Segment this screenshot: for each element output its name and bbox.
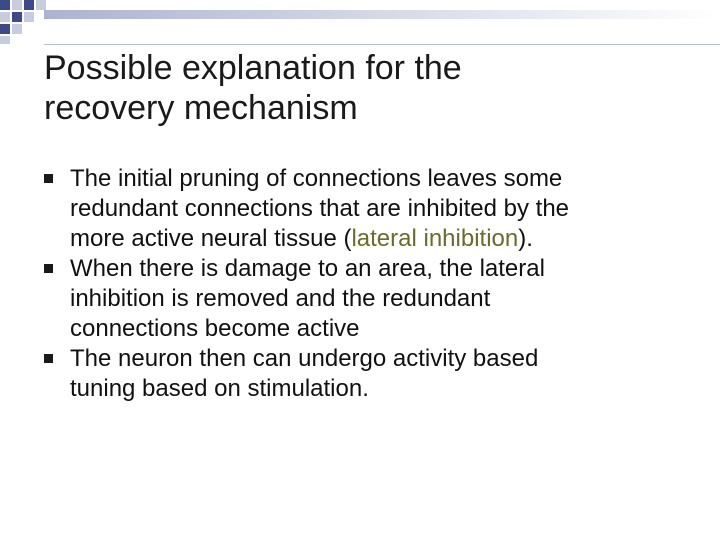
bullet-3-line-2: tuning based on stimulation. xyxy=(70,375,369,402)
bullet-item-tuning xyxy=(44,344,674,404)
square-bullet-icon xyxy=(44,264,53,273)
header-decoration xyxy=(0,0,720,44)
bullet-1-line-3-pre: more active neural tissue ( xyxy=(70,225,352,252)
square-bullet-icon xyxy=(44,354,53,363)
slide-title xyxy=(44,48,684,128)
bullet-2-line-1: When there is damage to an area, the lateral xyxy=(70,255,545,282)
bullet-list xyxy=(44,164,674,404)
slide-title-line-1: Possible explanation for the xyxy=(44,49,462,87)
bullet-item-damage xyxy=(44,254,674,344)
bullet-item-pruning xyxy=(44,164,674,254)
title-divider xyxy=(44,44,720,45)
lateral-inhibition-term: lateral inhibition xyxy=(351,225,519,252)
bullet-1-line-2: redundant connections that are inhibited by the xyxy=(70,195,570,222)
bullet-2-line-3: connections become active xyxy=(70,315,360,342)
bullet-3-line-1: The neuron then can undergo activity based xyxy=(70,345,539,372)
slide-title-line-2: recovery mechanism xyxy=(44,89,358,127)
bullet-1-line-3 xyxy=(70,224,674,254)
bullet-2-line-2: inhibition is removed and the redundant xyxy=(70,285,491,312)
square-bullet-icon xyxy=(44,174,53,183)
bullet-1-line-3-post: ). xyxy=(518,225,533,252)
bullet-1-line-1: The initial pruning of connections leaves some xyxy=(70,165,563,192)
